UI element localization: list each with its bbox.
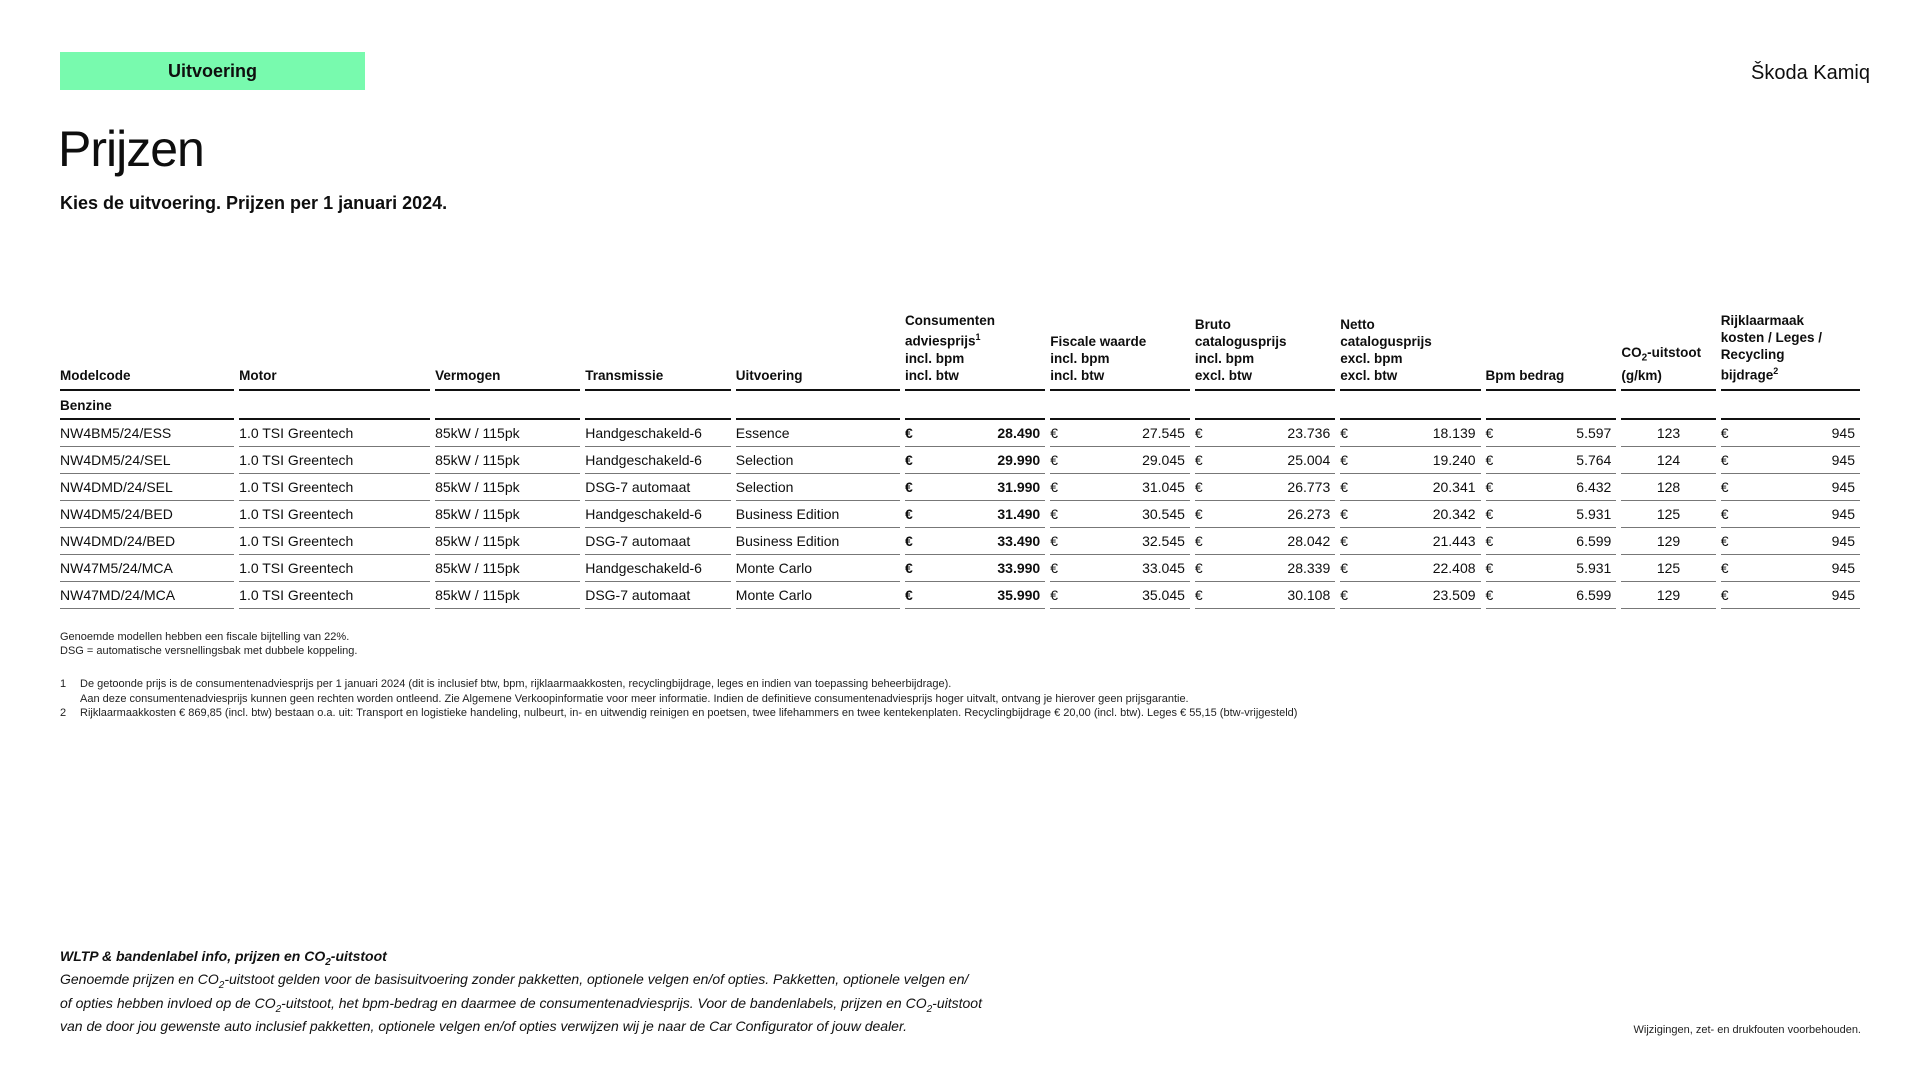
currency-symbol: € xyxy=(1485,560,1494,576)
cell-modelcode: NW47M5/24/MCA xyxy=(60,555,234,582)
note-dsg: DSG = automatische versnellingsbak met dubbele koppeling. xyxy=(60,645,358,657)
currency-symbol: € xyxy=(1720,533,1729,549)
cell-uitvoering: Business Edition xyxy=(736,528,900,555)
price-amount: 23.509 xyxy=(1432,587,1476,603)
cell-bpm-bedrag xyxy=(1486,474,1617,501)
note-bijtelling: Genoemde modellen hebben een fiscale bijtelling van 22%. xyxy=(60,631,350,643)
currency-symbol: € xyxy=(1485,506,1494,522)
currency-symbol: € xyxy=(1194,479,1203,495)
cell-bruto-catalogusprijs xyxy=(1195,447,1335,474)
wltp-line-3: van de door jou gewenste auto inclusief pakketten, optionele velgen en/of opties verwijzen wij je naar de Car Configurator of jouw dealer. xyxy=(60,1017,907,1034)
currency-symbol: € xyxy=(904,479,913,495)
cell-transmissie: Handgeschakeld-6 xyxy=(585,555,731,582)
currency-symbol: € xyxy=(1720,479,1729,495)
currency-symbol: € xyxy=(1340,533,1349,549)
cell-bpm-bedrag xyxy=(1486,501,1617,528)
cell-transmissie: Handgeschakeld-6 xyxy=(585,447,731,474)
currency-symbol: € xyxy=(1720,506,1729,522)
group-label: Benzine xyxy=(60,391,234,420)
cell-bruto-catalogusprijs xyxy=(1195,420,1335,447)
price-amount: 18.139 xyxy=(1432,425,1476,441)
currency-symbol: € xyxy=(904,587,913,603)
price-amount: 30.108 xyxy=(1287,587,1331,603)
wltp-line-1: Genoemde prijzen en $CO_2$-uitstoot gelden voor de basisuitvoering zonder pakketten, optionele velgen en/of opties. Pakketten, optionele velgen en/ xyxy=(60,971,969,992)
table-row xyxy=(60,582,1860,609)
price-amount: 945 xyxy=(1831,452,1855,468)
header-uitvoering: Uitvoering xyxy=(736,312,900,391)
currency-symbol: € xyxy=(1720,560,1729,576)
price-amount: 5.764 xyxy=(1576,452,1612,468)
currency-symbol: € xyxy=(1050,479,1059,495)
cell-bruto-catalogusprijs xyxy=(1195,555,1335,582)
page-subtitle: Kies de uitvoering. Prijzen per 1 januari 2024. xyxy=(60,193,448,213)
header-motor: Motor xyxy=(239,312,430,391)
cell-transmissie: DSG-7 automaat xyxy=(585,474,731,501)
currency-symbol: € xyxy=(1485,479,1494,495)
cell-bpm-bedrag xyxy=(1486,528,1617,555)
cell-consumentenadviesprijs xyxy=(905,474,1045,501)
price-amount: 30.545 xyxy=(1142,506,1185,522)
cell-rijklaarmaakkosten xyxy=(1721,528,1860,555)
cell-vermogen: 85kW / 115pk xyxy=(435,501,580,528)
cell-rijklaarmaakkosten xyxy=(1721,501,1860,528)
price-amount: 33.490 xyxy=(997,533,1041,549)
cell-netto-catalogusprijs xyxy=(1340,447,1480,474)
cell-rijklaarmaakkosten xyxy=(1721,474,1860,501)
price-amount: 6.599 xyxy=(1576,587,1612,603)
header-modelcode: Modelcode xyxy=(60,312,234,391)
cell-modelcode: NW4DMD/24/BED xyxy=(60,528,234,555)
price-amount: 31.490 xyxy=(997,506,1041,522)
cell-consumentenadviesprijs xyxy=(905,528,1045,555)
currency-symbol: € xyxy=(1720,452,1729,468)
price-amount: 25.004 xyxy=(1287,452,1331,468)
cell-transmissie: Handgeschakeld-6 xyxy=(585,420,731,447)
price-amount: 23.736 xyxy=(1287,425,1331,441)
cell-rijklaarmaakkosten xyxy=(1721,420,1860,447)
cell-vermogen: 85kW / 115pk xyxy=(435,555,580,582)
group-row-benzine xyxy=(60,391,1860,420)
cell-modelcode: NW4DM5/24/SEL xyxy=(60,447,234,474)
cell-motor: 1.0 TSI Greentech xyxy=(239,528,430,555)
cell-netto-catalogusprijs xyxy=(1340,420,1480,447)
table-header-row xyxy=(60,312,1860,391)
price-amount: 945 xyxy=(1831,425,1855,441)
currency-symbol: € xyxy=(1050,506,1059,522)
cell-co2: 128 xyxy=(1621,474,1715,501)
currency-symbol: € xyxy=(1050,425,1059,441)
cell-rijklaarmaakkosten xyxy=(1721,555,1860,582)
price-amount: 33.045 xyxy=(1142,560,1185,576)
currency-symbol: € xyxy=(1194,425,1203,441)
price-amount: 35.990 xyxy=(997,587,1041,603)
currency-symbol: € xyxy=(1485,587,1494,603)
cell-consumentenadviesprijs xyxy=(905,501,1045,528)
table-row xyxy=(60,555,1860,582)
wltp-line-2: of opties hebben invloed op de $CO_2$-uitstoot, het bpm-bedrag en daarmee de consumentenadviesprijs. Voor de bandenlabels, prijzen en $CO_2$-uitstoot xyxy=(60,994,982,1015)
cell-motor: 1.0 TSI Greentech xyxy=(239,501,430,528)
header-rijklaarmaakkosten: Rijklaarmaak kosten / Leges / Recycling bijdrage$^2$ xyxy=(1721,312,1860,391)
header-bruto-catalogusprijs: Bruto catalogusprijs incl. bpm excl. btw xyxy=(1195,312,1335,391)
price-amount: 945 xyxy=(1831,506,1855,522)
cell-netto-catalogusprijs xyxy=(1340,474,1480,501)
cell-fiscale-waarde xyxy=(1050,420,1190,447)
currency-symbol: € xyxy=(1050,587,1059,603)
cell-co2: 123 xyxy=(1621,420,1715,447)
currency-symbol: € xyxy=(1050,560,1059,576)
wltp-heading: WLTP & bandenlabel info, prijzen en $CO_2$-uitstoot xyxy=(60,948,387,968)
page-title: Prijzen xyxy=(58,121,204,177)
cell-uitvoering: Selection xyxy=(736,447,900,474)
cell-netto-catalogusprijs xyxy=(1340,528,1480,555)
currency-symbol: € xyxy=(1340,506,1349,522)
price-amount: 26.273 xyxy=(1287,506,1331,522)
currency-symbol: € xyxy=(1050,452,1059,468)
cell-co2: 129 xyxy=(1621,582,1715,609)
currency-symbol: € xyxy=(1485,425,1494,441)
price-amount: 19.240 xyxy=(1432,452,1476,468)
header-bpm-bedrag: Bpm bedrag xyxy=(1486,312,1617,391)
currency-symbol: € xyxy=(1194,506,1203,522)
cell-fiscale-waarde xyxy=(1050,528,1190,555)
price-amount: 28.490 xyxy=(997,425,1041,441)
currency-symbol: € xyxy=(1720,425,1729,441)
currency-symbol: € xyxy=(1340,560,1349,576)
cell-bpm-bedrag xyxy=(1486,420,1617,447)
price-amount: 20.341 xyxy=(1432,479,1476,495)
currency-symbol: € xyxy=(1194,560,1203,576)
cell-bruto-catalogusprijs xyxy=(1195,474,1335,501)
section-tag: Uitvoering xyxy=(60,52,365,90)
price-amount: 28.042 xyxy=(1287,533,1331,549)
table-row xyxy=(60,501,1860,528)
header-netto-catalogusprijs: Netto catalogusprijs excl. bpm excl. btw xyxy=(1340,312,1480,391)
currency-symbol: € xyxy=(1340,452,1349,468)
price-amount: 945 xyxy=(1831,560,1855,576)
cell-uitvoering: Business Edition xyxy=(736,501,900,528)
currency-symbol: € xyxy=(904,533,913,549)
cell-netto-catalogusprijs xyxy=(1340,501,1480,528)
footnotes: 1 De getoonde prijs is de consumentenadviesprijs per 1 januari 2024 (dit is inclusief btw, bpm, rijklaarmaakkosten, recyclingbijdrage, leges en indien van toepassing beheerbijdrage). Aan deze consumentenadviesprijs kunnen geen rechten worden ontleend. Zie Algemene Verkoopinformatie voor meer informatie. Indien de definitieve consumentenadviesprijs hoger uitvalt, ontvang je hierover geen prijsgarantie. 2 Rijklaarmaakkosten € 869,85 (incl. btw) bestaan o.a. uit: Transport en logistieke handeling, nulbeurt, in- en uitwendig reinigen en poetsen, twee lifehammers en twee kentekenplaten. Recyclingbijdrage € 20,00 (incl. btw). Leges € 55,15 (btw-vrijgesteld) xyxy=(60,678,1298,719)
cell-vermogen: 85kW / 115pk xyxy=(435,582,580,609)
disclaimer: Wijzigingen, zet- en drukfouten voorbehouden. xyxy=(1633,1024,1861,1036)
cell-uitvoering: Monte Carlo xyxy=(736,555,900,582)
cell-uitvoering: Essence xyxy=(736,420,900,447)
currency-symbol: € xyxy=(1720,587,1729,603)
price-amount: 27.545 xyxy=(1142,425,1185,441)
price-amount: 945 xyxy=(1831,479,1855,495)
price-amount: 35.045 xyxy=(1142,587,1185,603)
price-amount: 6.432 xyxy=(1576,479,1612,495)
cell-consumentenadviesprijs xyxy=(905,447,1045,474)
currency-symbol: € xyxy=(1340,587,1349,603)
table-row xyxy=(60,474,1860,501)
cell-modelcode: NW4DMD/24/SEL xyxy=(60,474,234,501)
cell-vermogen: 85kW / 115pk xyxy=(435,528,580,555)
price-amount: 21.443 xyxy=(1432,533,1476,549)
price-amount: 26.773 xyxy=(1287,479,1331,495)
wltp-info xyxy=(60,948,982,1035)
table-row xyxy=(60,420,1860,447)
cell-co2: 125 xyxy=(1621,555,1715,582)
header-consumentenadviesprijs: Consumenten adviesprijs$^1$ incl. bpm incl. btw xyxy=(905,312,1045,391)
cell-motor: 1.0 TSI Greentech xyxy=(239,474,430,501)
header-transmissie: Transmissie xyxy=(585,312,731,391)
currency-symbol: € xyxy=(1194,533,1203,549)
cell-bruto-catalogusprijs xyxy=(1195,501,1335,528)
currency-symbol: € xyxy=(904,506,913,522)
currency-symbol: € xyxy=(1194,587,1203,603)
cell-bruto-catalogusprijs xyxy=(1195,528,1335,555)
currency-symbol: € xyxy=(1050,533,1059,549)
header-vermogen: Vermogen xyxy=(435,312,580,391)
cell-fiscale-waarde xyxy=(1050,582,1190,609)
cell-consumentenadviesprijs xyxy=(905,420,1045,447)
cell-motor: 1.0 TSI Greentech xyxy=(239,447,430,474)
cell-consumentenadviesprijs xyxy=(905,555,1045,582)
price-amount: 31.045 xyxy=(1142,479,1185,495)
cell-vermogen: 85kW / 115pk xyxy=(435,474,580,501)
cell-modelcode: NW4DM5/24/BED xyxy=(60,501,234,528)
currency-symbol: € xyxy=(904,452,913,468)
cell-motor: 1.0 TSI Greentech xyxy=(239,582,430,609)
table-row xyxy=(60,447,1860,474)
cell-vermogen: 85kW / 115pk xyxy=(435,420,580,447)
cell-motor: 1.0 TSI Greentech xyxy=(239,555,430,582)
cell-netto-catalogusprijs xyxy=(1340,582,1480,609)
cell-uitvoering: Selection xyxy=(736,474,900,501)
price-amount: 20.342 xyxy=(1432,506,1476,522)
cell-co2: 125 xyxy=(1621,501,1715,528)
price-amount: 29.990 xyxy=(997,452,1041,468)
cell-bpm-bedrag xyxy=(1486,447,1617,474)
price-amount: 31.990 xyxy=(997,479,1041,495)
cell-modelcode: NW4BM5/24/ESS xyxy=(60,420,234,447)
cell-rijklaarmaakkosten xyxy=(1721,447,1860,474)
cell-transmissie: Handgeschakeld-6 xyxy=(585,501,731,528)
cell-uitvoering: Monte Carlo xyxy=(736,582,900,609)
cell-modelcode: NW47MD/24/MCA xyxy=(60,582,234,609)
cell-vermogen: 85kW / 115pk xyxy=(435,447,580,474)
price-table xyxy=(55,312,1865,609)
cell-rijklaarmaakkosten xyxy=(1721,582,1860,609)
cell-co2: 129 xyxy=(1621,528,1715,555)
currency-symbol: € xyxy=(1340,425,1349,441)
currency-symbol: € xyxy=(904,560,913,576)
currency-symbol: € xyxy=(1485,533,1494,549)
cell-bpm-bedrag xyxy=(1486,555,1617,582)
price-amount: 945 xyxy=(1831,533,1855,549)
footnote-1: 1 De getoonde prijs is de consumentenadviesprijs per 1 januari 2024 (dit is inclusief btw, bpm, rijklaarmaakkosten, recyclingbijdrage, leges en indien van toepassing beheerbijdrage). xyxy=(60,678,952,690)
cell-netto-catalogusprijs xyxy=(1340,555,1480,582)
currency-symbol: € xyxy=(904,425,913,441)
price-amount: 5.931 xyxy=(1576,506,1612,522)
price-amount: 22.408 xyxy=(1432,560,1476,576)
price-amount: 5.597 xyxy=(1576,425,1612,441)
cell-co2: 124 xyxy=(1621,447,1715,474)
cell-fiscale-waarde xyxy=(1050,447,1190,474)
header-fiscale-waarde: Fiscale waarde incl. bpm incl. btw xyxy=(1050,312,1190,391)
price-amount: 28.339 xyxy=(1287,560,1331,576)
notes xyxy=(60,630,357,658)
cell-fiscale-waarde xyxy=(1050,501,1190,528)
cell-motor: 1.0 TSI Greentech xyxy=(239,420,430,447)
price-amount: 5.931 xyxy=(1576,560,1612,576)
cell-fiscale-waarde xyxy=(1050,555,1190,582)
price-amount: 6.599 xyxy=(1576,533,1612,549)
cell-transmissie: DSG-7 automaat xyxy=(585,528,731,555)
cell-fiscale-waarde xyxy=(1050,474,1190,501)
price-amount: 33.990 xyxy=(997,560,1041,576)
currency-symbol: € xyxy=(1485,452,1494,468)
footnote-2: 2 Rijklaarmaakkosten € 869,85 (incl. btw) bestaan o.a. uit: Transport en logistieke handeling, nulbeurt, in- en uitwendig reinigen en poetsen, twee lifehammers en twee kentekenplaten. Recyclingbijdrage € 20,00 (incl. btw). Leges € 55,15 (btw-vrijgesteld) xyxy=(60,707,1298,719)
price-amount: 32.545 xyxy=(1142,533,1185,549)
cell-bpm-bedrag xyxy=(1486,582,1617,609)
cell-bruto-catalogusprijs xyxy=(1195,582,1335,609)
price-amount: 29.045 xyxy=(1142,452,1185,468)
price-amount: 945 xyxy=(1831,587,1855,603)
currency-symbol: € xyxy=(1194,452,1203,468)
header-co2-uitstoot: $CO_2$-uitstoot (g/km) xyxy=(1621,312,1715,391)
brand-model-name: Škoda Kamiq xyxy=(1751,62,1870,84)
currency-symbol: € xyxy=(1340,479,1349,495)
table-row xyxy=(60,528,1860,555)
cell-transmissie: DSG-7 automaat xyxy=(585,582,731,609)
cell-consumentenadviesprijs xyxy=(905,582,1045,609)
